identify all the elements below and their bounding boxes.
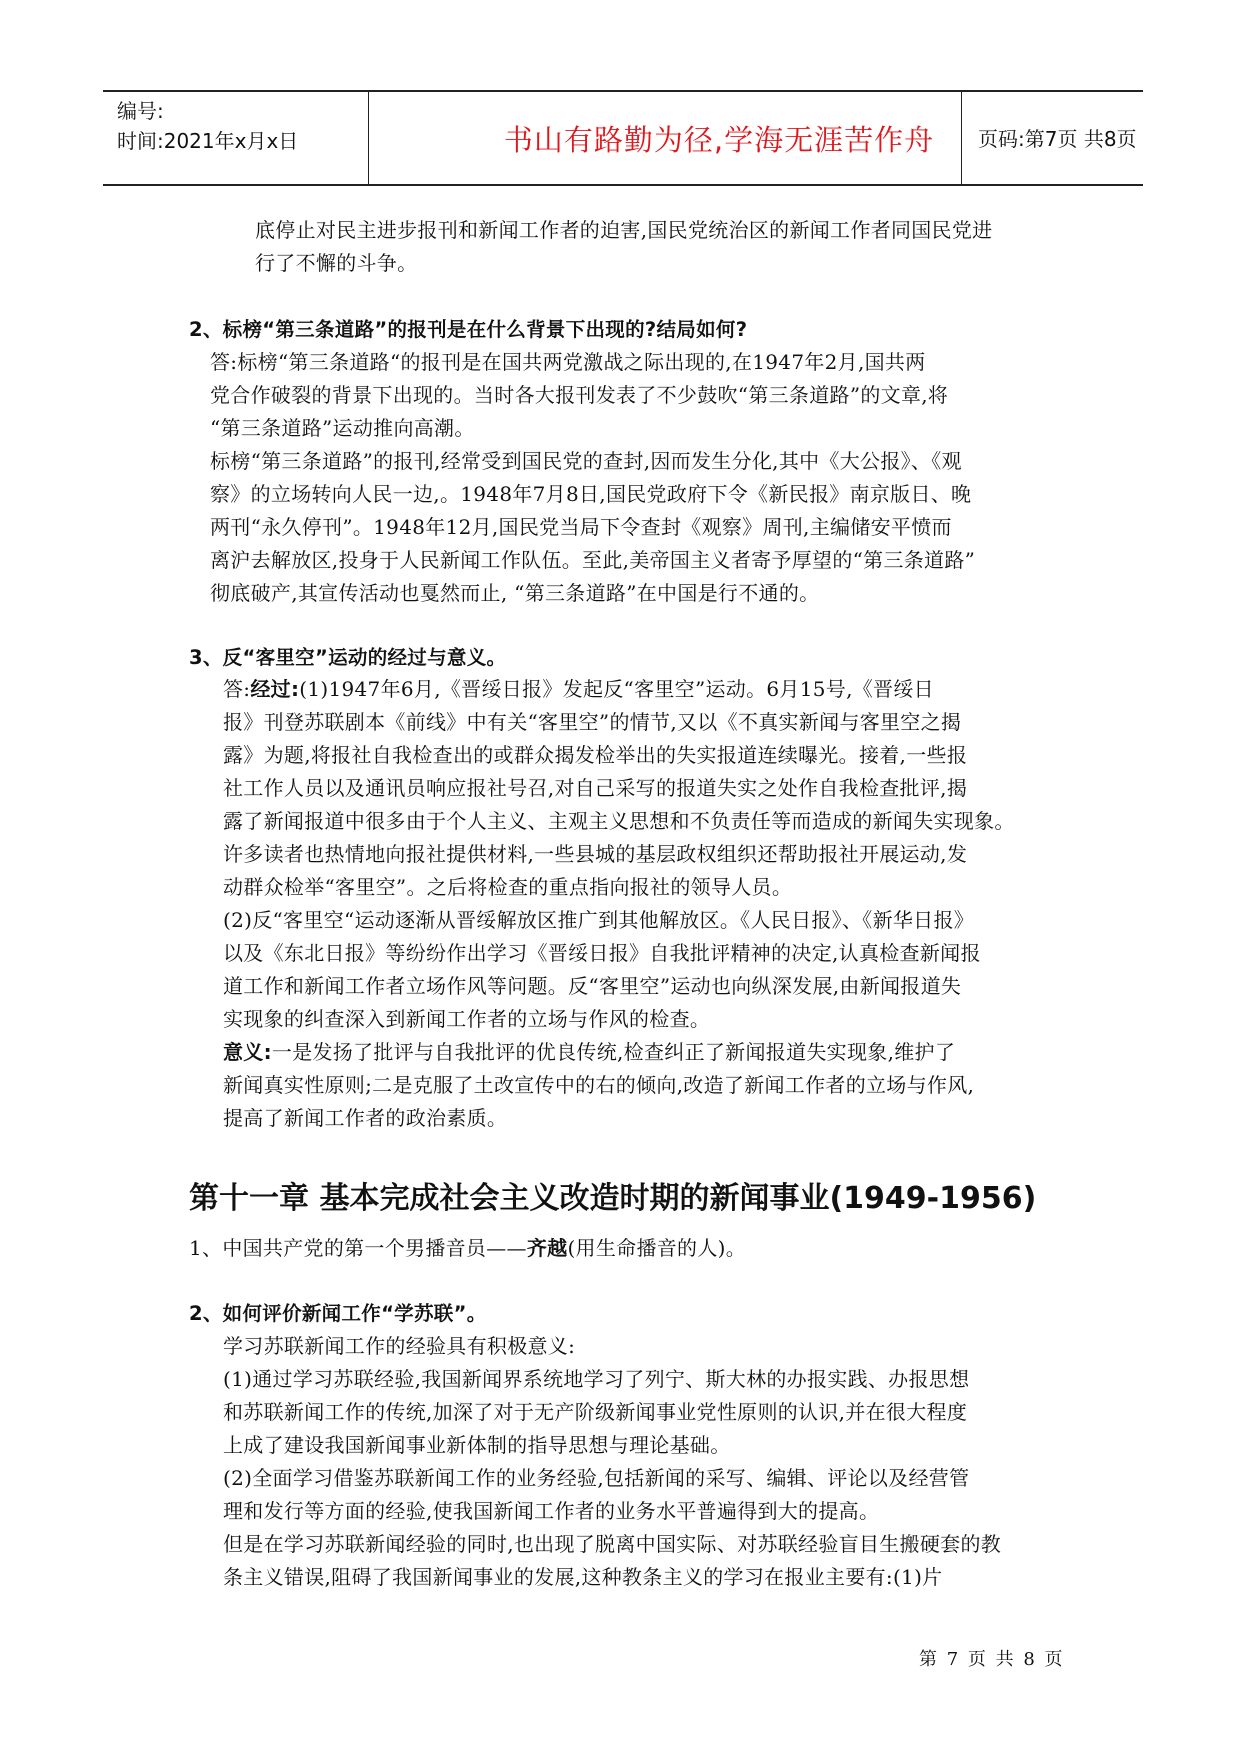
answer-line: 以及《东北日报》等纷纷作出学习《晋绥日报》自我批评精神的决定,认真检查新闻报 xyxy=(223,941,981,965)
answer-line: 实现象的纠查深入到新闻工作者的立场与作风的检查。 xyxy=(223,1007,711,1031)
answer-line: 新闻真实性原则;二是克服了土改宣传中的右的倾向,改造了新闻工作者的立场与作风, xyxy=(223,1073,975,1097)
item-line xyxy=(189,1232,746,1261)
answer-line: “第三条道路”运动推向高潮。 xyxy=(210,416,475,440)
answer-line xyxy=(223,673,934,702)
header-motto: 书山有路勤为径,学海无涯苦作舟 xyxy=(503,123,935,157)
answer-line: 和苏联新闻工作的传统,加深了对于无产阶级新闻事业党性原则的认识,并在很大程度 xyxy=(223,1400,968,1424)
header-page-label: 页码:第7页 共8页 xyxy=(978,127,1137,151)
answer-line: 学习苏联新闻工作的经验具有积极意义: xyxy=(223,1334,576,1358)
item-text: (用生命播音的人)。 xyxy=(567,1236,747,1260)
answer-line: 彻底破产,其宣传活动也戛然而止, “第三条道路”在中国是行不通的。 xyxy=(210,581,820,605)
answer-line: 提高了新闻工作者的政治素质。 xyxy=(223,1106,508,1130)
answer-line: (1)通过学习苏联经验,我国新闻界系统地学习了列宁、斯大林的办报实践、办报思想 xyxy=(223,1367,970,1391)
answer-line: 理和发行等方面的经验,使我国新闻工作者的业务水平普遍得到大的提高。 xyxy=(223,1499,880,1523)
answer-line xyxy=(223,1036,955,1065)
answer-line: 报》刊登苏联剧本《前线》中有关“客里空”的情节,又以《不真实新闻与客里空之揭 xyxy=(223,710,962,734)
bold-term: 齐越 xyxy=(526,1236,568,1260)
paragraph-line: 底停止对民主进步报刊和新闻工作者的迫害,国民党统治区的新闻工作者同国民党进 xyxy=(255,218,993,242)
answer-line: 露了新闻报道中很多由于个人主义、主观主义思想和不负责任等而造成的新闻失实现象。 xyxy=(223,809,1015,833)
answer-line: 道工作和新闻工作者立场作风等问题。反“客里空”运动也向纵深发展,由新闻报道失 xyxy=(223,974,962,998)
bold-term: 意义: xyxy=(223,1040,272,1064)
answer-line: 两刊“永久停刊”。1948年12月,国民党当局下令查封《观察》周刊,主编储安平愤而 xyxy=(210,515,952,539)
question-heading: 2、如何评价新闻工作“学苏联”。 xyxy=(189,1302,487,1325)
answer-line: 社工作人员以及通讯员响应报社号召,对自己采写的报道失实之处作自我检查批评,揭 xyxy=(223,776,968,800)
page-footer: 第 7 页 共 8 页 xyxy=(919,1649,1065,1670)
bold-term: 经过: xyxy=(250,677,300,701)
answer-line: 党合作破裂的背景下出现的。当时各大报刊发表了不少鼓吹“第三条道路”的文章,将 xyxy=(210,383,949,407)
answer-line: 条主义错误,阻碍了我国新闻事业的发展,这种教条主义的学习在报业主要有:(1)片 xyxy=(223,1565,943,1589)
question-heading: 3、反“客里空”运动的经过与意义。 xyxy=(189,646,507,669)
answer-line: 答:标榜“第三条道路“的报刊是在国共两党激战之际出现的,在1947年2月,国共两 xyxy=(210,350,926,374)
answer-line: 察》的立场转向人民一边,。1948年7月8日,国民党政府下令《新民报》南京版日、晚 xyxy=(210,482,972,506)
document-number-label: 编号: xyxy=(117,99,164,123)
question-heading: 2、标榜“第三条道路”的报刊是在什么背景下出现的?结局如何? xyxy=(189,318,748,341)
header-divider xyxy=(961,92,962,184)
header-divider xyxy=(368,92,369,184)
answer-line: 动群众检举“客里空”。之后将检查的重点指向报社的领导人员。 xyxy=(223,875,793,899)
paragraph-line: 行了不懈的斗争。 xyxy=(255,251,418,275)
header-meta xyxy=(117,96,298,156)
answer-line: 上成了建设我国新闻事业新体制的指导思想与理论基础。 xyxy=(223,1433,731,1457)
answer-line: 许多读者也热情地向报社提供材料,一些县城的基层政权组织还帮助报社开展运动,发 xyxy=(223,842,968,866)
answer-line: 但是在学习苏联新闻经验的同时,也出现了脱离中国实际、对苏联经验盲目生搬硬套的教 xyxy=(223,1532,1002,1556)
document-time-label: 时间:2021年x月x日 xyxy=(117,129,299,153)
answer-text: (1)1947年6月,《晋绥日报》发起反“客里空”运动。6月15号,《晋绥日 xyxy=(299,677,934,701)
item-text: 1、中国共产党的第一个男播音员—— xyxy=(189,1236,527,1260)
answer-line: 离沪去解放区,投身于人民新闻工作队伍。至此,美帝国主义者寄予厚望的“第三条道路” xyxy=(210,548,976,572)
answer-text: 一是发扬了批评与自我批评的优良传统,检查纠正了新闻报道失实现象,维护了 xyxy=(271,1040,956,1064)
answer-line: 标榜“第三条道路”的报刊,经常受到国民党的查封,因而发生分化,其中《大公报》、《观 xyxy=(210,449,962,473)
answer-line: (2)反“客里空“运动逐渐从晋绥解放区推广到其他解放区。《人民日报》、《新华日报》 xyxy=(223,908,975,932)
answer-line: (2)全面学习借鉴苏联新闻工作的业务经验,包括新闻的采写、编辑、评论以及经营管 xyxy=(223,1466,970,1490)
chapter-title: 第十一章 基本完成社会主义改造时期的新闻事业(1949-1956) xyxy=(189,1181,1037,1216)
answer-prefix: 答: xyxy=(223,677,251,701)
page-header xyxy=(103,90,1143,186)
answer-line: 露》为题,将报社自我检查出的或群众揭发检举出的失实报道连续曝光。接着,一些报 xyxy=(223,743,968,767)
